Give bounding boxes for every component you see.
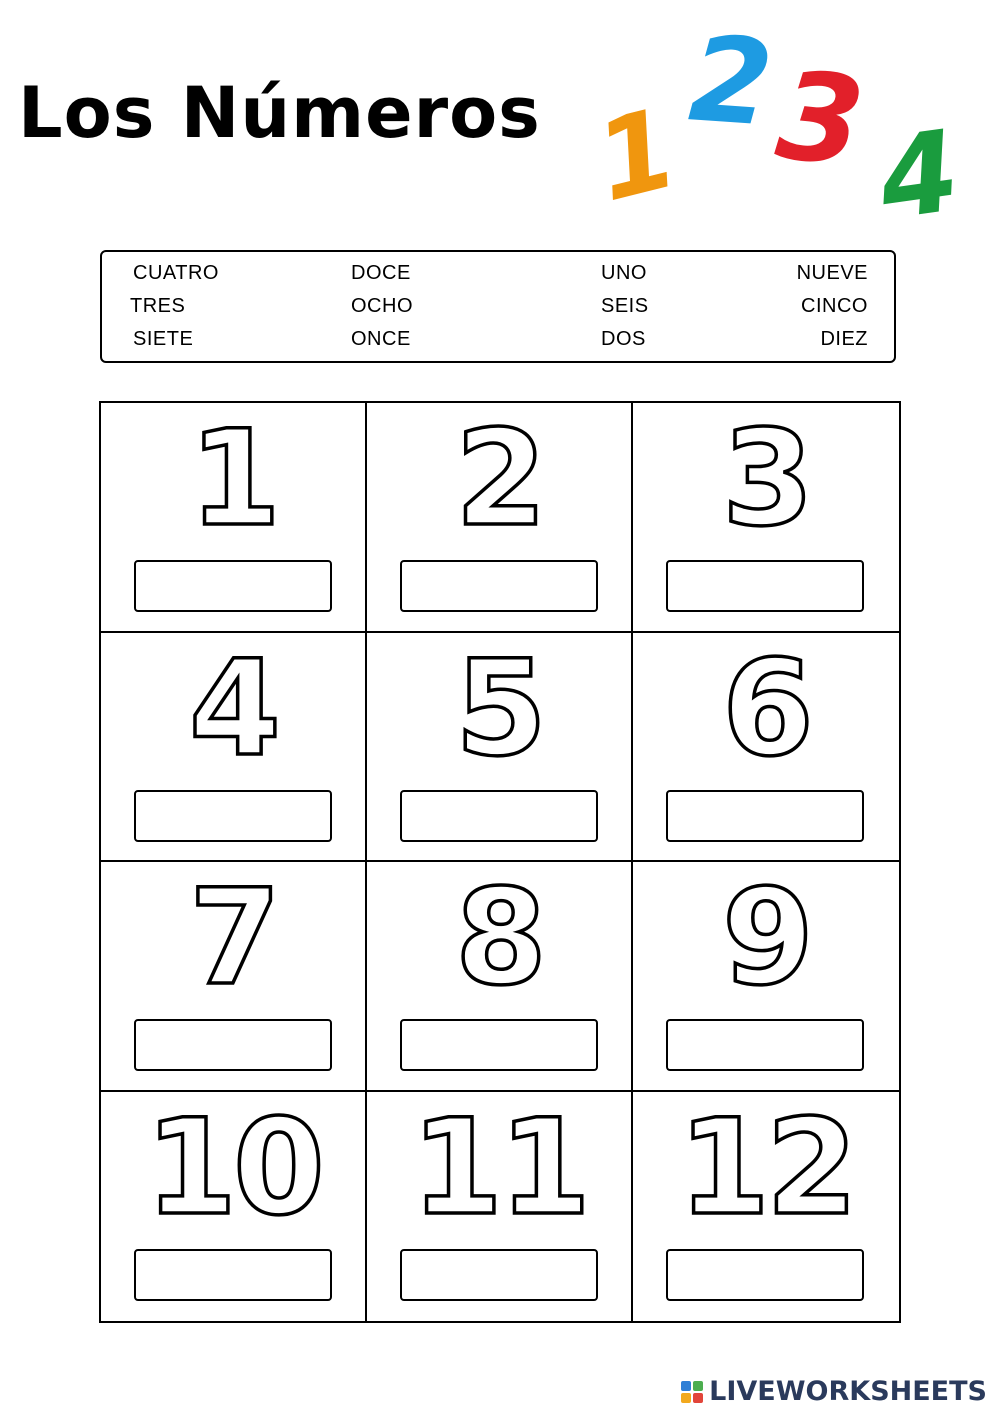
outline-number: 2	[455, 402, 543, 556]
number-cell	[633, 633, 899, 863]
number-cell	[633, 1092, 899, 1322]
outline-number: 5	[455, 631, 543, 786]
word-bank-item: UNO	[601, 262, 647, 284]
word-bank-item: DIEZ	[820, 328, 868, 350]
logo-square	[693, 1381, 703, 1391]
logo-square	[681, 1393, 691, 1403]
word-bank-item: NUEVE	[796, 262, 868, 284]
answer-input[interactable]	[666, 790, 864, 842]
outline-number: 12	[678, 1090, 854, 1245]
answer-input[interactable]	[400, 560, 598, 612]
word-bank-item: ONCE	[351, 328, 411, 350]
decor-digit-2: 2	[685, 9, 777, 153]
answer-input[interactable]	[400, 790, 598, 842]
outline-number: 7	[189, 861, 277, 1015]
decor-digit-3: 3	[770, 43, 871, 195]
word-bank-item: OCHO	[351, 295, 413, 317]
number-cell	[367, 633, 633, 863]
outline-number: 1	[189, 402, 277, 556]
outline-number: 8	[455, 861, 543, 1015]
number-cell	[367, 1092, 633, 1322]
answer-input[interactable]	[666, 1019, 864, 1071]
liveworksheets-logo-icon	[681, 1381, 703, 1403]
word-bank-item: DOCE	[351, 262, 411, 284]
page-title: Los Números	[18, 72, 541, 154]
logo-square	[681, 1381, 691, 1391]
outline-number: 10	[145, 1090, 321, 1245]
answer-input[interactable]	[400, 1249, 598, 1301]
word-bank-item: CUATRO	[133, 262, 219, 284]
number-cell	[101, 862, 367, 1092]
word-bank-item: SEIS	[601, 295, 649, 317]
number-cell	[367, 862, 633, 1092]
outline-number: 11	[411, 1090, 587, 1245]
number-cell	[101, 403, 367, 633]
word-bank-item: SIETE	[133, 328, 194, 350]
outline-number: 9	[722, 861, 810, 1015]
outline-number: 6	[722, 631, 810, 786]
numbers-grid	[99, 401, 901, 1323]
word-bank-item: CINCO	[801, 295, 868, 317]
answer-input[interactable]	[134, 1249, 332, 1301]
decor-digit-1: 1	[583, 83, 689, 227]
word-bank-item: TRES	[130, 295, 186, 317]
brand-text: LIVEWORKSHEETS	[709, 1376, 987, 1407]
answer-input[interactable]	[134, 560, 332, 612]
outline-number: 4	[189, 631, 277, 786]
number-cell	[101, 1092, 367, 1322]
word-bank-item: DOS	[601, 328, 646, 350]
number-cell	[367, 403, 633, 633]
answer-input[interactable]	[400, 1019, 598, 1071]
answer-input[interactable]	[134, 790, 332, 842]
answer-input[interactable]	[666, 1249, 864, 1301]
answer-input[interactable]	[666, 560, 864, 612]
answer-input[interactable]	[134, 1019, 332, 1071]
outline-number: 3	[722, 402, 810, 556]
logo-square	[693, 1393, 703, 1403]
number-cell	[633, 862, 899, 1092]
number-cell	[101, 633, 367, 863]
decor-digit-4: 4	[871, 106, 967, 246]
brand-watermark	[681, 1378, 987, 1405]
number-cell	[633, 403, 899, 633]
word-bank	[100, 250, 896, 363]
